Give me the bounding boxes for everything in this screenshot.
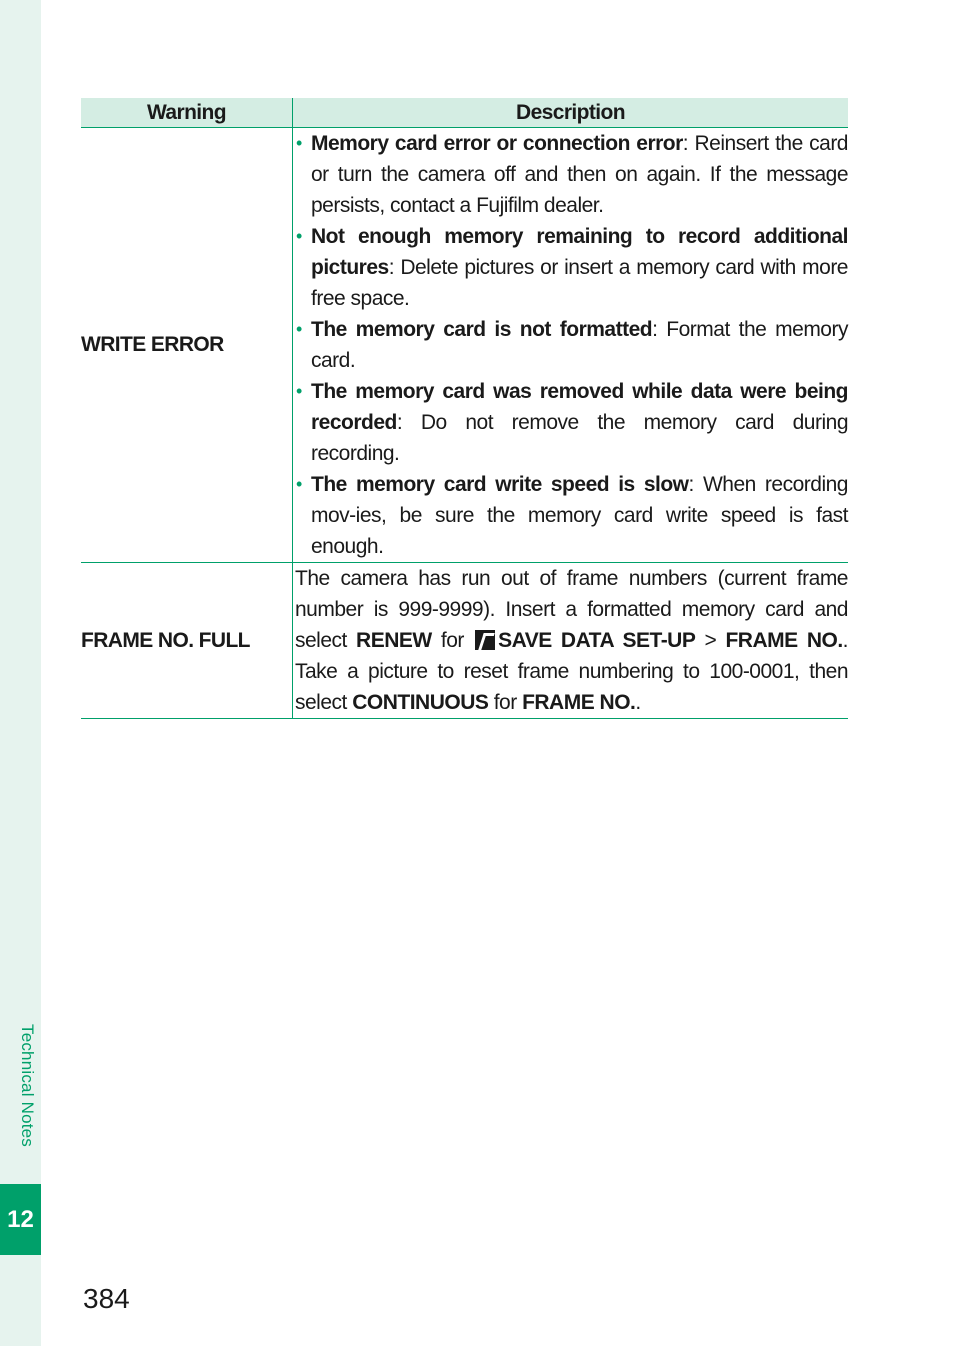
warnings-table	[81, 98, 848, 719]
warning-description	[293, 128, 849, 563]
bullet-term: The memory card write speed is slow	[311, 473, 689, 496]
desc-text: >	[695, 629, 726, 652]
bullet-text: : Do not remove the memory card during recording.	[311, 411, 848, 465]
bullet-term: The memory card was removed while data were being recorded	[311, 380, 848, 434]
bullet-term: Memory card error or connection error	[311, 132, 683, 155]
bullet-text: : Delete pictures or insert a memory card with more free space.	[311, 256, 848, 310]
bullet-term: Not enough memory remaining to record additional pictures	[311, 225, 848, 279]
table-row	[81, 563, 848, 719]
section-label: Technical Notes	[18, 1024, 37, 1148]
menu-frame-no: FRAME NO.	[725, 629, 843, 652]
menu-frame-no: FRAME NO.	[522, 691, 636, 714]
list-item	[295, 314, 848, 376]
bullet-text: : Format the memory card.	[311, 318, 848, 372]
desc-text: .	[635, 691, 641, 714]
warning-name: WRITE ERROR	[81, 128, 293, 563]
desc-text: . Take a picture to reset frame numbering to 100-0001, then select	[295, 629, 848, 714]
chapter-tab: 12	[0, 1184, 41, 1255]
warning-name: FRAME NO. FULL	[81, 563, 293, 719]
page-number: 384	[83, 1283, 130, 1314]
list-item	[295, 469, 848, 562]
menu-save-data-setup: SAVE DATA SET-UP	[498, 629, 696, 652]
bullet-text: : When recording mov-ies, be sure the memory card write speed is fast enough.	[311, 473, 848, 558]
list-item	[295, 128, 848, 221]
table-row	[81, 128, 848, 563]
bullet-text: : Reinsert the card or turn the camera off and then on again. If the message persists, contact a Fujifilm dealer.	[311, 132, 848, 217]
setup-wrench-icon	[475, 630, 495, 650]
table-header-row	[81, 98, 848, 128]
menu-option-renew: RENEW	[356, 629, 432, 652]
menu-option-continuous: CONTINUOUS	[352, 691, 489, 714]
bullet-list	[295, 128, 848, 562]
header-description: Description	[293, 98, 849, 128]
desc-text: for	[431, 629, 474, 652]
header-warning: Warning	[81, 98, 293, 128]
desc-text: for	[488, 691, 523, 714]
bullet-term: The memory card is not formatted	[311, 318, 653, 341]
list-item	[295, 376, 848, 469]
list-item	[295, 221, 848, 314]
warning-description	[293, 563, 849, 719]
desc-text: The camera has run out of frame numbers (current frame number is 999-9999). Insert a formatted memory card and select	[295, 567, 848, 652]
